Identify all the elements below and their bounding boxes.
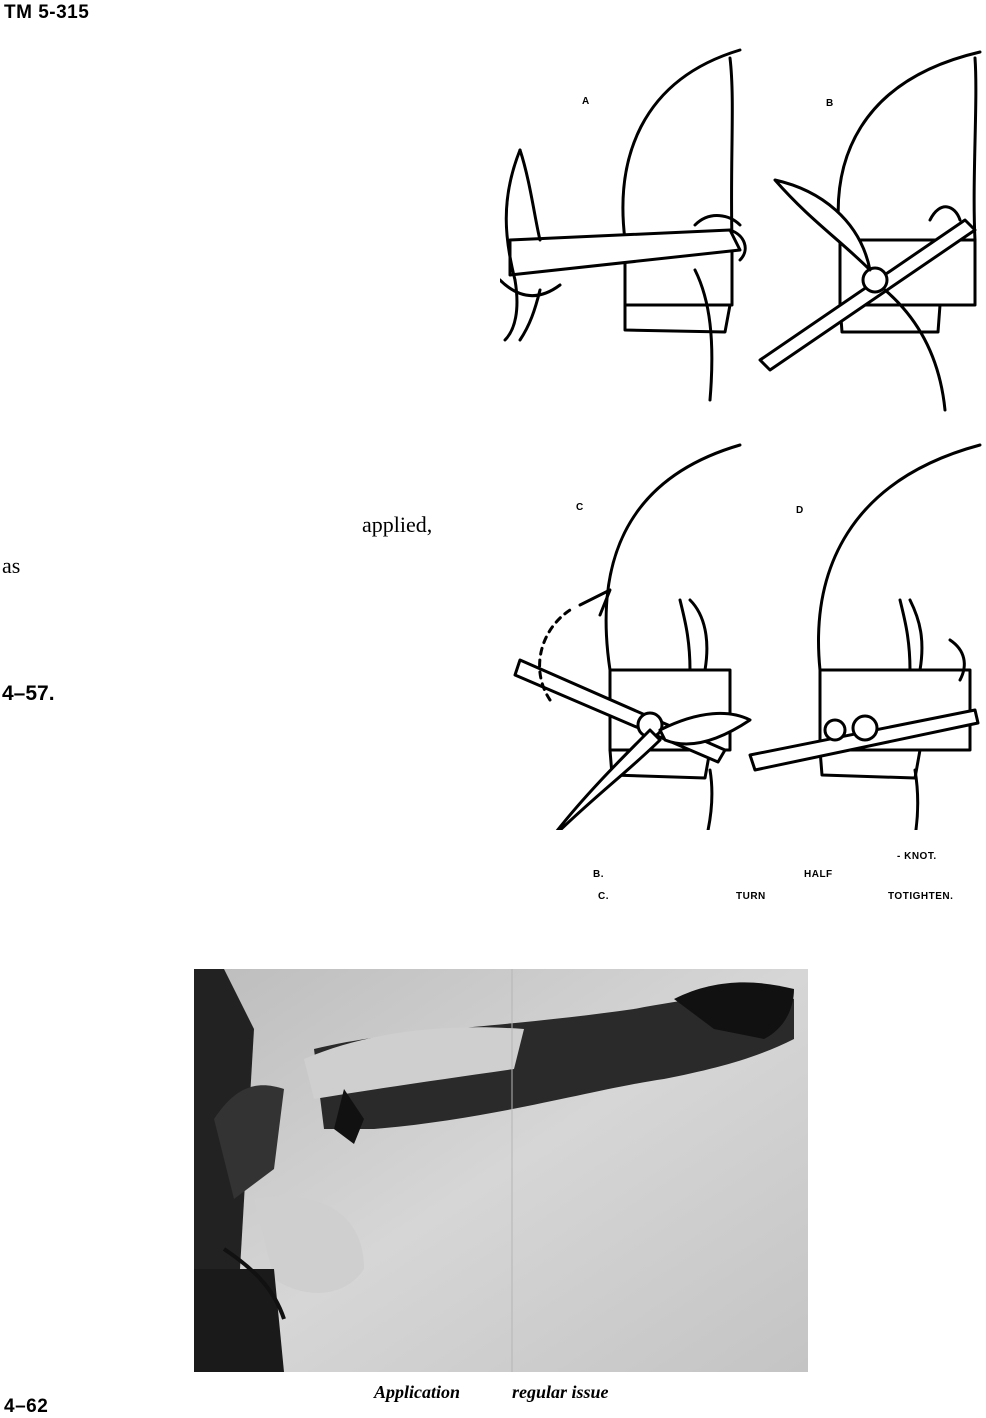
caption-half: HALF	[804, 869, 833, 880]
panel-a-drawing	[500, 50, 745, 400]
panel-b-drawing	[760, 52, 980, 410]
caption-b-letter: B.	[593, 869, 604, 880]
panel-d-drawing	[750, 445, 980, 830]
panel-c-drawing	[515, 445, 750, 830]
page-number: 4–62	[4, 1396, 49, 1417]
body-fragment-as: as	[2, 553, 21, 578]
panel-label-c: C	[576, 502, 584, 513]
photo-caption-left: Application	[374, 1382, 461, 1402]
caption-knot: - KNOT.	[897, 851, 937, 862]
caption-c-letter: C.	[598, 891, 609, 902]
paragraph-number: 4–57.	[2, 682, 55, 705]
caption-tighten: TOTIGHTEN.	[888, 891, 954, 902]
tourniquet-photo	[194, 969, 808, 1372]
photo-caption-right: regular issue	[512, 1382, 609, 1402]
tourniquet-photo-image	[194, 969, 808, 1372]
panel-label-a: A	[582, 96, 590, 107]
tourniquet-illustration	[500, 40, 986, 830]
tourniquet-illustration-drawing	[500, 40, 986, 830]
panel-label-b: B	[826, 98, 834, 109]
caption-turn: TURN	[736, 891, 766, 902]
manual-id: TM 5-315	[4, 2, 90, 23]
body-fragment-applied: applied,	[362, 512, 433, 537]
panel-label-d: D	[796, 505, 804, 516]
